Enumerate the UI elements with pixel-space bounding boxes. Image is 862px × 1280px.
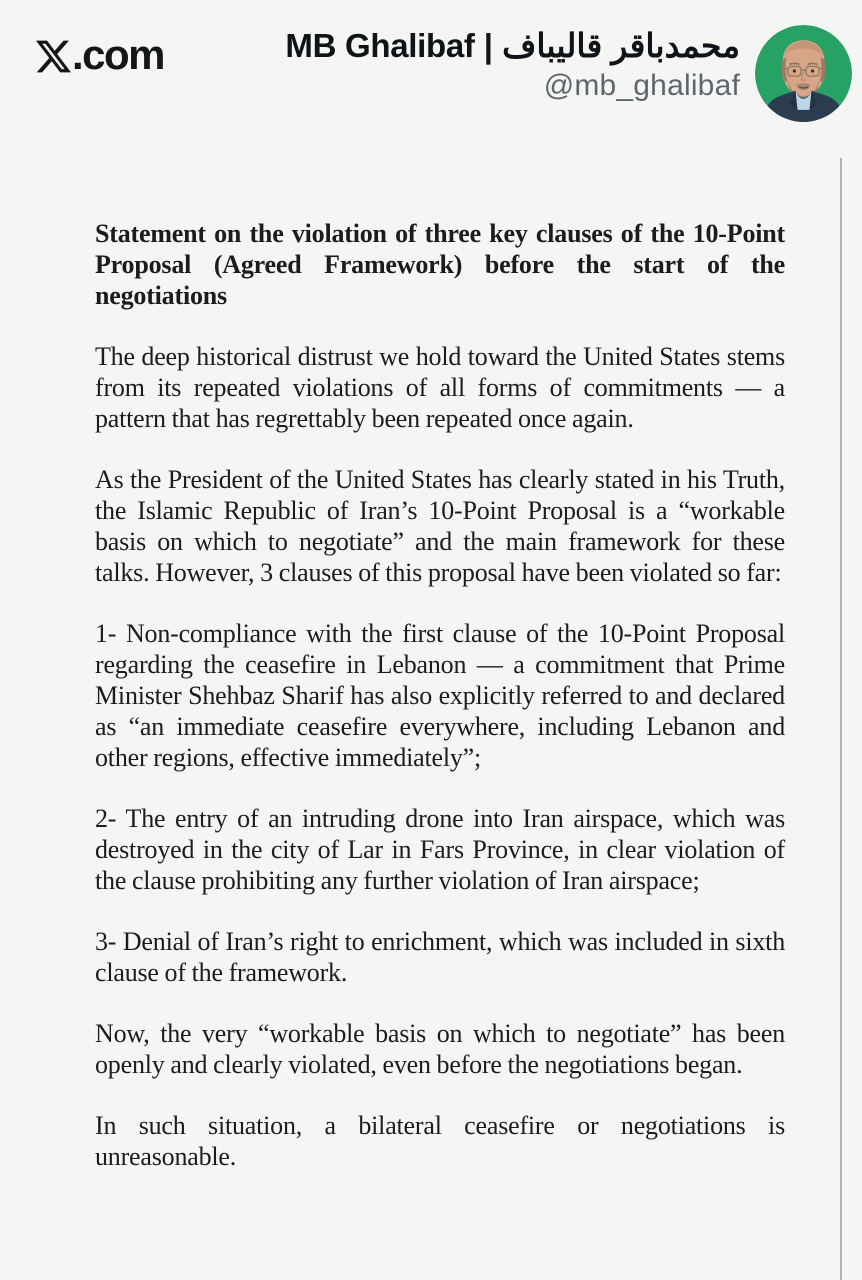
post-header [0, 0, 862, 140]
statement-paragraph: Now, the very “workable basis on which to negotiate” has been openly and clearly violated, even before the negotiations began. [95, 1019, 785, 1079]
statement-paragraph: As the President of the United States has clearly stated in his Truth, the Islamic Republic of Iran’s 10-Point Proposal is a “workable basis on which to negotiate” and the main framework for these talks. However, 3 clauses of this proposal have been violated so far: [95, 465, 785, 587]
author-avatar[interactable] [755, 25, 852, 122]
statement-paragraph: 2- The entry of an intruding drone into Iran airspace, which was destroyed in the city of Lar in Fars Province, in clear violation of the clause prohibiting any further violation of Iran airspace; [95, 804, 785, 895]
author-display-name[interactable]: محمدباقر قالیباف | MB Ghalibaf [285, 27, 740, 64]
statement-heading: Statement on the violation of three key clauses of the 10-Point Proposal (Agreed Framework) before the start of the negotiations [95, 219, 785, 310]
x-logo-icon [36, 36, 71, 74]
scanned-page-edge-line [840, 158, 842, 1280]
statement-document [95, 218, 785, 1172]
statement-paragraph: In such situation, a bilateral ceasefire or negotiations is unreasonable. [95, 1111, 785, 1171]
statement-paragraph: The deep historical distrust we hold toward the United States stems from its repeated violations of all forms of commitments — a pattern that has regrettably been repeated once again. [95, 342, 785, 433]
avatar-portrait-icon [755, 25, 852, 122]
author-handle[interactable]: @mb_ghalibaf [543, 69, 740, 103]
x-com-logo[interactable] [36, 31, 165, 78]
statement-paragraph: 1- Non-compliance with the first clause of the 10-Point Proposal regarding the ceasefire in Lebanon — a commitment that Prime Minister Shehbaz Sharif has also explicitly referred to and declared as “an immediate ceasefire everywhere, including Lebanon and other regions, effective immediately”; [95, 619, 785, 772]
statement-paragraph: 3- Denial of Iran’s right to enrichment, which was included in sixth clause of the framework. [95, 927, 785, 987]
logo-suffix-text: .com [72, 31, 165, 78]
author-block [285, 28, 740, 102]
